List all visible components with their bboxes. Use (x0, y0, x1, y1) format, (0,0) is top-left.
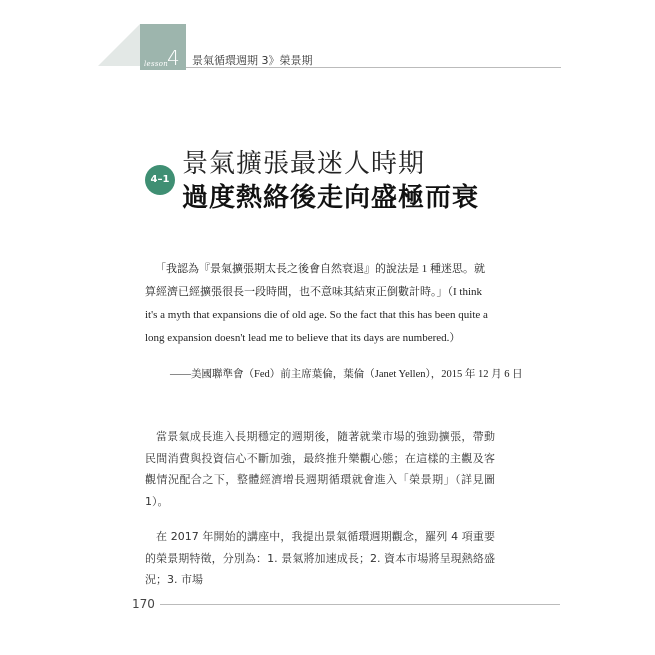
quote-text: 「我認為『景氣擴張期太長之後會自然衰退』的說法是 1 種迷思。就算經濟已經擴張很長一段時間，也不意味其結束正倒數計時。」（I think it's a myth that expansions die of old age. So the fact that this has been quite a long expansion doesn't lead me to believe that its days are numbered.） (145, 263, 488, 344)
body-paragraph: 當景氣成長進入長期穩定的週期後，隨著就業市場的強勁擴張，帶動民間消費與投資信心不斷加強，最終推升樂觀心態；在這樣的主觀及客觀情況配合之下，整體經濟增長週期循環就會進入「榮景期」（詳見圖 1）。 (145, 430, 495, 508)
footer-rule (160, 604, 560, 605)
lesson-number: 4 (167, 46, 180, 70)
header-rule (186, 67, 561, 68)
lesson-label: lesson (144, 60, 169, 68)
body-text (145, 426, 495, 605)
header-decoration-triangle (98, 24, 140, 66)
page-number: 170 (132, 597, 155, 611)
epigraph-quote (145, 258, 493, 350)
page-header (0, 0, 655, 80)
quote-attribution: ——美國聯準會（Fed）前主席葉倫，葉倫（Janet Yellen），2015 年 12 月 6 日 (170, 369, 523, 380)
chapter-title: 景氣循環週期 3》榮景期 (192, 54, 313, 67)
section-title-line2: 過度熱絡後走向盛極而衰 (182, 183, 480, 213)
section-title-line1: 景氣擴張最迷人時期 (182, 149, 426, 179)
body-paragraph: 在 2017 年開始的講座中，我提出景氣循環週期觀念，羅列 4 項重要的榮景期特徵，分別為：1. 景氣將加速成長；2. 資本市場將呈現熱絡盛況；3. 市場 (145, 530, 495, 586)
section-badge: 4–1 (145, 165, 175, 195)
